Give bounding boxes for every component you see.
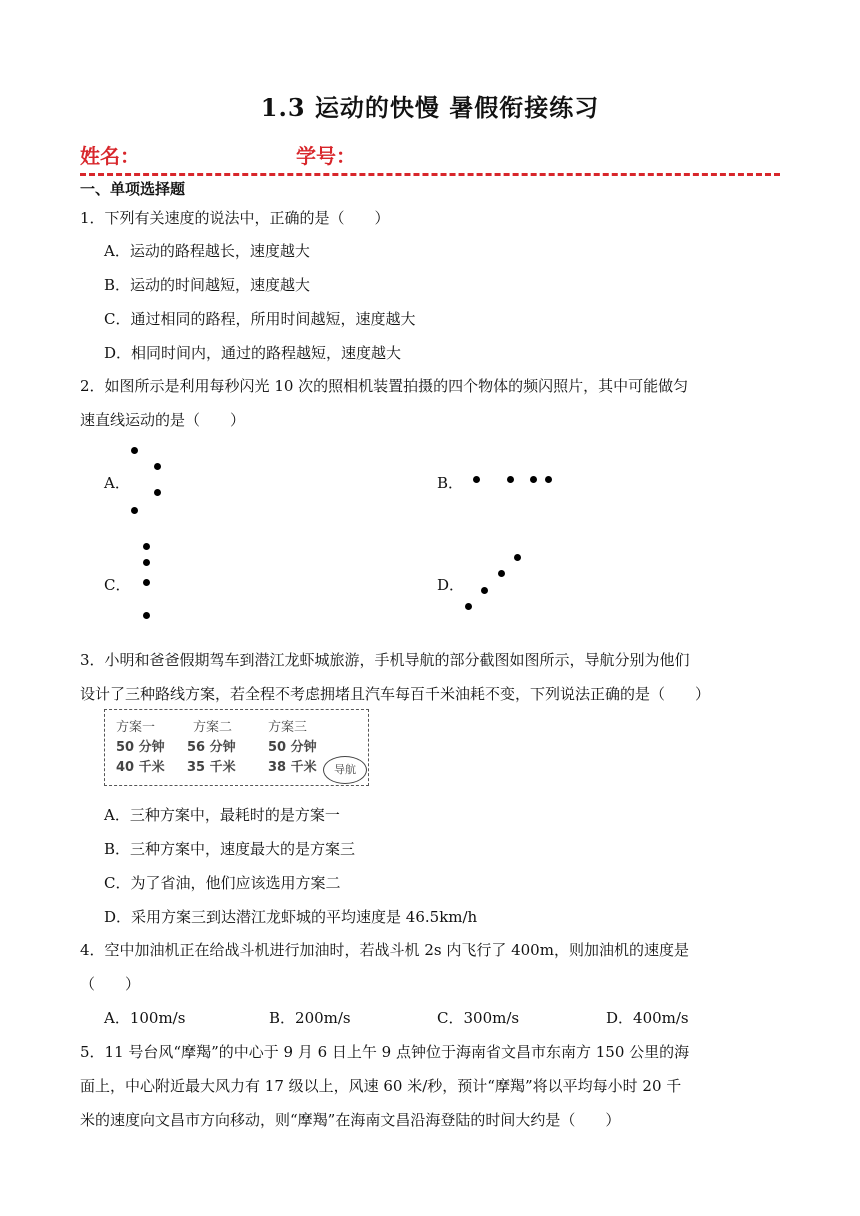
q3-option-c: C．为了省油，他们应该选用方案二	[104, 874, 341, 892]
q4-option-a: A．100m/s	[104, 1009, 186, 1027]
q2-option-c: C．	[104, 576, 131, 594]
q1-option-a: A．运动的路程越长，速度越大	[104, 242, 310, 260]
q1-option-d: D．相同时间内，通过的路程越短，速度越大	[104, 344, 402, 362]
strobe-dot	[131, 507, 138, 514]
section-title: 一、单项选择题	[80, 180, 186, 198]
plan-3-name: 方案三	[268, 720, 308, 735]
question-3-text-line1: 3．小明和爸爸假期驾车到潜江龙虾城旅游，手机导航的部分截图如图所示，导航分别为他们	[80, 651, 690, 669]
question-5-text-line2: 面上，中心附近最大风力有 17 级以上，风速 60 米/秒，预计“摩羯”将以平均每小时 20 千	[80, 1077, 682, 1095]
plan-3-distance: 38 千米	[268, 760, 317, 775]
q1-option-b: B．运动的时间越短，速度越大	[104, 276, 311, 294]
plan-3-time: 50 分钟	[268, 740, 317, 755]
student-id-label: 学号：	[296, 144, 356, 168]
strobe-dot	[143, 579, 150, 586]
strobe-dot	[473, 476, 480, 483]
page-title: 1.3 运动的快慢 暑假衔接练习	[260, 93, 600, 122]
q2-option-b: B．	[437, 474, 464, 492]
name-label: 姓名：	[80, 144, 140, 168]
plan-1-time: 50 分钟	[116, 740, 165, 755]
strobe-dot	[154, 463, 161, 470]
strobe-dot	[143, 612, 150, 619]
header-divider	[80, 173, 780, 176]
q4-option-b: B．200m/s	[269, 1009, 351, 1027]
q1-option-c: C．通过相同的路程，所用时间越短，速度越大	[104, 310, 416, 328]
plan-2-distance: 35 千米	[187, 760, 236, 775]
strobe-dot	[514, 554, 521, 561]
question-3-text-line2: 设计了三种路线方案，若全程不考虑拥堵且汽车每百千米油耗不变，下列说法正确的是（ ）	[80, 685, 711, 703]
plan-2-time: 56 分钟	[187, 740, 236, 755]
question-2-text-line2: 速直线运动的是（ ）	[80, 411, 246, 429]
plan-2-name: 方案二	[193, 720, 233, 735]
strobe-dot	[154, 489, 161, 496]
strobe-dot	[465, 603, 472, 610]
plan-1-name: 方案一	[116, 720, 156, 735]
question-1-text: 1．下列有关速度的说法中，正确的是（ ）	[80, 209, 390, 227]
navigation-screenshot	[104, 709, 369, 786]
question-5-text-line1: 5．11 号台风“摩羯”的中心于 9 月 6 日上午 9 点钟位于海南省文昌市东南方 150 公里的海	[80, 1043, 690, 1061]
navigate-button: 导航	[323, 756, 367, 784]
q2-option-a: A．	[104, 474, 130, 492]
q3-option-b: B．三种方案中，速度最大的是方案三	[104, 840, 356, 858]
q3-option-a: A．三种方案中，最耗时的是方案一	[104, 806, 340, 824]
q4-option-d: D．400m/s	[606, 1009, 689, 1027]
q2-option-d: D．	[437, 576, 465, 594]
q3-option-d: D．采用方案三到达潜江龙虾城的平均速度是 46.5km/h	[104, 908, 478, 926]
strobe-dot	[498, 570, 505, 577]
strobe-dot	[507, 476, 514, 483]
question-4-text-line2: （ ）	[80, 975, 141, 993]
strobe-dot	[481, 587, 488, 594]
strobe-dot	[530, 476, 537, 483]
strobe-dot	[143, 559, 150, 566]
plan-1-distance: 40 千米	[116, 760, 165, 775]
strobe-dot	[131, 447, 138, 454]
q4-option-c: C．300m/s	[437, 1009, 520, 1027]
question-2-text-line1: 2．如图所示是利用每秒闪光 10 次的照相机装置拍摄的四个物体的频闪照片，其中可能做匀	[80, 377, 689, 395]
question-5-text-line3: 米的速度向文昌市方向移动，则“摩羯”在海南文昌沿海登陆的时间大约是（ ）	[80, 1111, 621, 1129]
strobe-dot	[545, 476, 552, 483]
strobe-dot	[143, 543, 150, 550]
question-4-text-line1: 4．空中加油机正在给战斗机进行加油时，若战斗机 2s 内飞行了 400m，则加油机的速度是	[80, 941, 689, 959]
